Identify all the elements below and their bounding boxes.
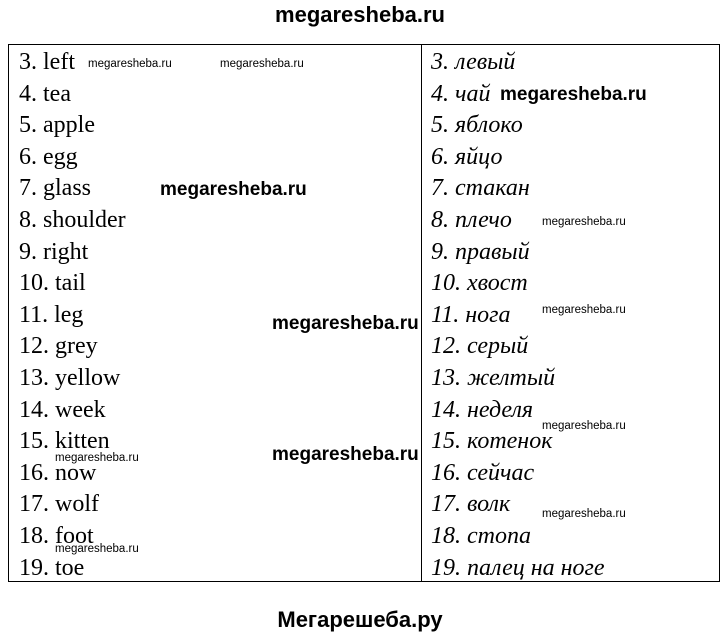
- site-footer: Мегарешеба.ру: [277, 607, 443, 632]
- english-word: 7. glass: [19, 175, 91, 202]
- watermark: megaresheba.ru: [272, 444, 419, 465]
- english-word: 3. left: [19, 49, 75, 75]
- english-word: 8. shoulder: [19, 206, 126, 233]
- russian-word: 16. сейчас: [431, 459, 535, 486]
- english-word: 12. grey: [19, 333, 98, 360]
- russian-word: 15. котенок: [431, 428, 553, 455]
- russian-word: 13. желтый: [431, 364, 556, 391]
- column-divider: [421, 45, 422, 581]
- watermark: megaresheba.ru: [542, 508, 626, 520]
- russian-word: 9. правый: [431, 238, 530, 265]
- english-word: 14. week: [19, 396, 106, 423]
- russian-word: 7. стакан: [431, 175, 530, 202]
- english-word: 10. tail: [19, 270, 86, 297]
- english-word: 19. toe: [19, 554, 85, 581]
- english-word: 16. now: [19, 459, 97, 486]
- russian-word: 6. яйцо: [431, 143, 503, 170]
- english-word: 6. egg: [19, 143, 78, 170]
- watermark: megaresheba.ru: [88, 58, 172, 70]
- russian-word: 19. палец на ноге: [431, 554, 605, 581]
- english-word: 13. yellow: [19, 364, 121, 391]
- watermark: megaresheba.ru: [55, 543, 139, 555]
- russian-word: 4. чай: [431, 80, 491, 107]
- russian-word: 5. яблоко: [431, 112, 523, 139]
- russian-word: 12. серый: [431, 333, 529, 360]
- russian-word: 3. левый: [431, 49, 516, 75]
- watermark: megaresheba.ru: [500, 84, 647, 105]
- english-word: 9. right: [19, 238, 89, 265]
- watermark: megaresheba.ru: [160, 179, 307, 200]
- english-word: 15. kitten: [19, 428, 110, 455]
- watermark: megaresheba.ru: [542, 420, 626, 432]
- watermark: megaresheba.ru: [542, 304, 626, 316]
- watermark: megaresheba.ru: [542, 216, 626, 228]
- english-word: 11. leg: [19, 301, 84, 328]
- watermark: megaresheba.ru: [272, 313, 419, 334]
- russian-word: 18. стопа: [431, 522, 531, 549]
- english-word: 17. wolf: [19, 491, 99, 518]
- russian-word: 8. плечо: [431, 206, 512, 233]
- watermark: megaresheba.ru: [55, 452, 139, 464]
- russian-word: 17. волк: [431, 491, 511, 518]
- russian-word: 14. неделя: [431, 396, 534, 423]
- watermark: megaresheba.ru: [220, 58, 304, 70]
- russian-word: 11. нога: [431, 301, 511, 328]
- english-word: 5. apple: [19, 112, 95, 139]
- english-word: 4. tea: [19, 80, 71, 107]
- site-header: megaresheba.ru: [275, 2, 445, 27]
- russian-word: 10. хвост: [431, 270, 528, 297]
- english-word: 18. foot: [19, 522, 94, 549]
